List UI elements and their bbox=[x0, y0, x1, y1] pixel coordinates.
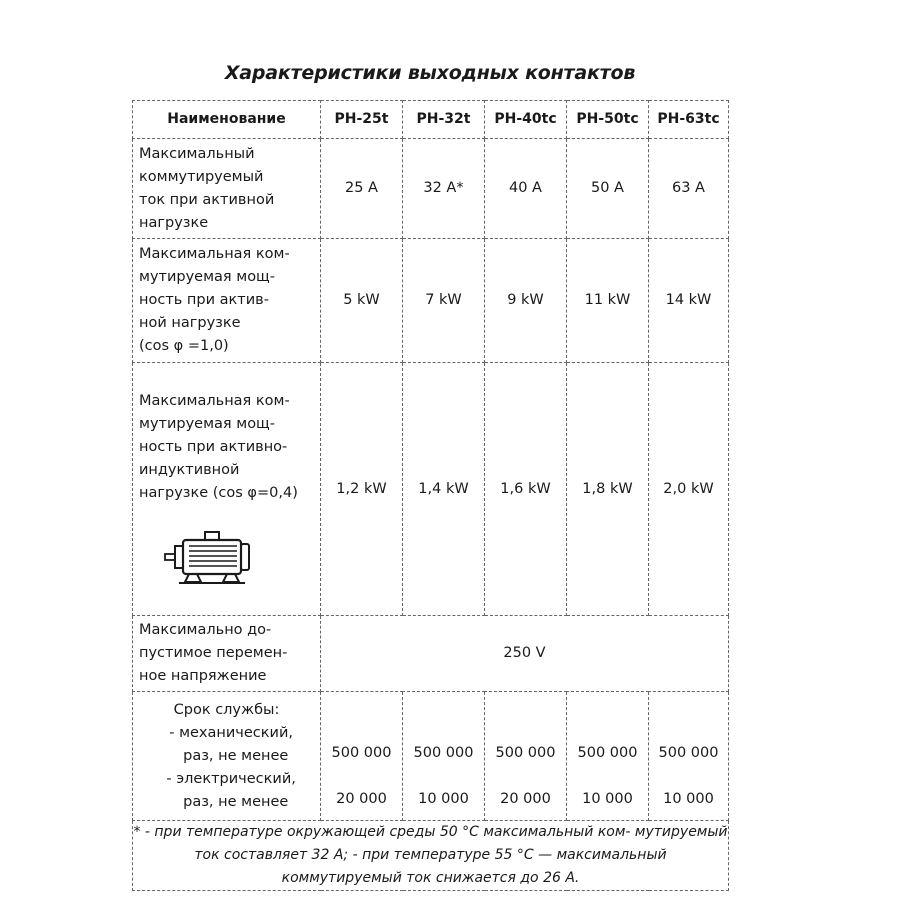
header-model: РН-32t bbox=[403, 101, 485, 139]
header-model: РН-40tc bbox=[485, 101, 567, 139]
row-label-current: Максимальный коммутируемый ток при активной нагрузке bbox=[133, 139, 321, 239]
row-footnote bbox=[133, 821, 729, 891]
mechanical-value: 500 000 bbox=[577, 745, 638, 761]
value-cell-voltage: 250 V bbox=[321, 616, 729, 692]
row-label-electrical-2: раз, не менее bbox=[164, 793, 289, 810]
electrical-value: 10 000 bbox=[663, 791, 714, 807]
row-power-inductive bbox=[133, 363, 729, 616]
electrical-value: 20 000 bbox=[336, 791, 387, 807]
value-cell: 25 А bbox=[321, 139, 403, 239]
row-label-lifetime: Срок службы: bbox=[173, 701, 280, 718]
value-cell: 7 kW bbox=[403, 239, 485, 363]
row-lifetime bbox=[133, 692, 729, 821]
value-cell: 2,0 kW bbox=[649, 363, 729, 616]
value-cell: 40 А bbox=[485, 139, 567, 239]
header-model: РН-50tc bbox=[567, 101, 649, 139]
row-label-mechanical-1: - механический, bbox=[160, 724, 293, 741]
footnote-line: * - при температуре окружающей среды 50 °С максимальный ком- bbox=[133, 824, 631, 840]
row-label-electrical-1: - электрический, bbox=[157, 770, 296, 787]
row-label-lifetime-cell bbox=[133, 692, 321, 821]
mechanical-value: 500 000 bbox=[331, 745, 392, 761]
electrical-value: 10 000 bbox=[582, 791, 633, 807]
footnote-line: - при температуре 55 °С — максимальный коммутируемый ток bbox=[281, 847, 667, 886]
header-name: Наименование bbox=[133, 101, 321, 139]
value-cell: 63 А bbox=[649, 139, 729, 239]
footnote-line: мутируемый ток составляет 32 А; bbox=[194, 824, 728, 863]
row-label-power-active: Максимальная ком- мутируемая мощ- ность при актив- ной нагрузке (cos φ =1,0) bbox=[133, 239, 321, 363]
value-cell: 11 kW bbox=[567, 239, 649, 363]
lifetime-cell bbox=[567, 692, 649, 821]
lifetime-cell bbox=[649, 692, 729, 821]
value-cell: 5 kW bbox=[321, 239, 403, 363]
page-title: Характеристики выходных контактов bbox=[224, 62, 636, 84]
header-row bbox=[133, 101, 729, 139]
footnote bbox=[133, 821, 729, 891]
mechanical-value: 500 000 bbox=[413, 745, 474, 761]
row-label-power-inductive-cell bbox=[133, 363, 321, 616]
mechanical-value: 500 000 bbox=[658, 745, 719, 761]
row-label-voltage: Максимально до- пустимое перемен- ное напряжение bbox=[133, 616, 321, 692]
electrical-value: 10 000 bbox=[418, 791, 469, 807]
value-cell: 32 А* bbox=[403, 139, 485, 239]
row-label-power-inductive: Максимальная ком- мутируемая мощ- ность при активно- индуктивной нагрузке (cos φ=0,4) bbox=[139, 393, 298, 501]
row-voltage bbox=[133, 616, 729, 692]
header-model: РН-25t bbox=[321, 101, 403, 139]
header-model: РН-63tc bbox=[649, 101, 729, 139]
row-label-mechanical-2: раз, не менее bbox=[164, 747, 289, 764]
lifetime-cell bbox=[321, 692, 403, 821]
mechanical-value: 500 000 bbox=[495, 745, 556, 761]
value-cell: 1,4 kW bbox=[403, 363, 485, 616]
electric-motor-icon bbox=[161, 530, 257, 588]
lifetime-cell bbox=[403, 692, 485, 821]
specs-table bbox=[132, 100, 729, 891]
electrical-value: 20 000 bbox=[500, 791, 551, 807]
value-cell: 50 А bbox=[567, 139, 649, 239]
value-cell: 9 kW bbox=[485, 239, 567, 363]
value-cell: 1,2 kW bbox=[321, 363, 403, 616]
value-cell: 14 kW bbox=[649, 239, 729, 363]
value-cell: 1,6 kW bbox=[485, 363, 567, 616]
row-current bbox=[133, 139, 729, 239]
row-power-active bbox=[133, 239, 729, 363]
value-cell: 1,8 kW bbox=[567, 363, 649, 616]
lifetime-cell bbox=[485, 692, 567, 821]
footnote-line: снижается до 26 А. bbox=[435, 870, 580, 886]
